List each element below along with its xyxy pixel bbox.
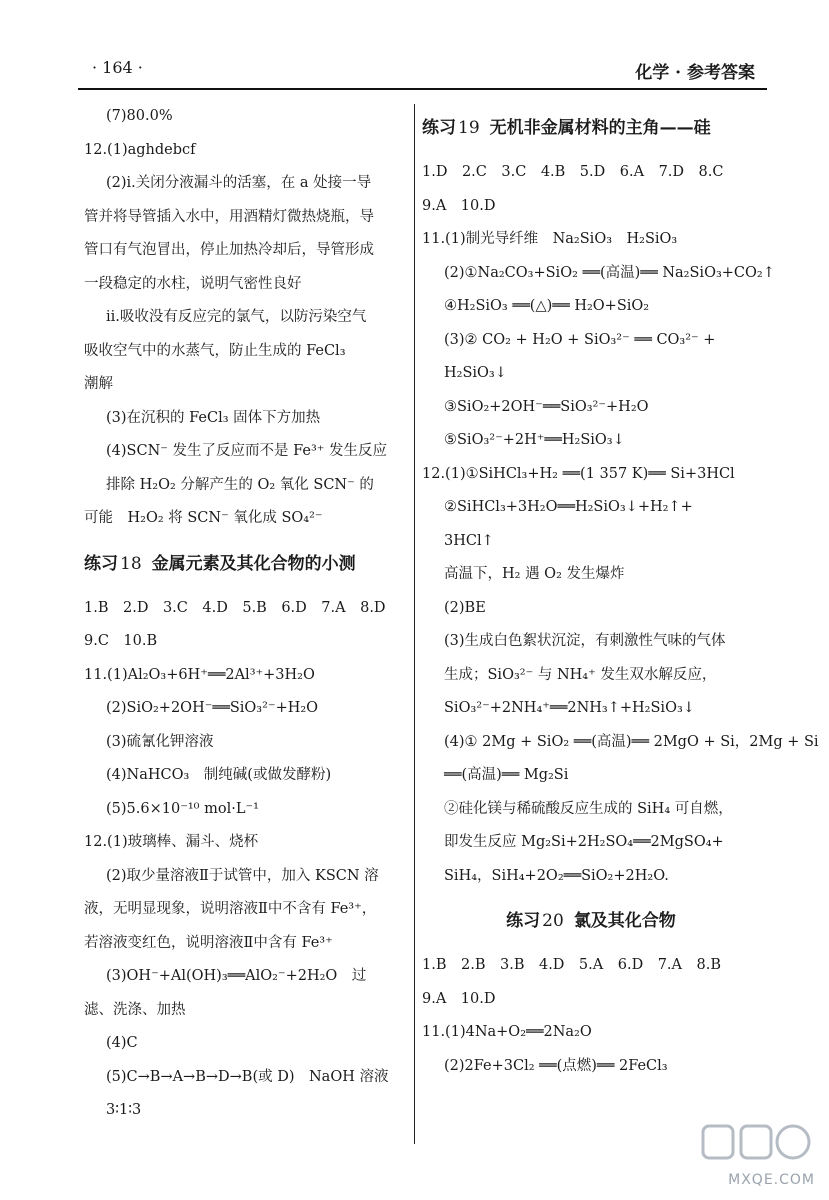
header-rule	[78, 88, 767, 90]
answer-line: (3)生成白色絮状沉淀，有刺激性气味的气体	[444, 633, 726, 649]
page-header	[0, 0, 829, 90]
section-number: 19	[458, 118, 480, 138]
answer-line: SiO₃²⁻+2NH₄⁺══2NH₃↑+H₂SiO₃↓	[444, 700, 695, 716]
answer-line: 排除 H₂O₂ 分解产生的 O₂ 氧化 SCN⁻ 的	[106, 476, 374, 493]
answer-line: (3)在沉积的 FeCl₃ 固体下方加热	[106, 409, 321, 426]
answer-line: ②SiHCl₃+3H₂O══H₂SiO₃↓+H₂↑+	[444, 499, 693, 515]
answer-line: SiH₄，SiH₄+2O₂══SiO₂+2H₂O.	[444, 867, 669, 884]
answer-line: 管口有气泡冒出，停止加热冷却后，导管形成	[84, 242, 374, 258]
answer-line: (7)80.0%	[106, 108, 173, 124]
answer-line: 1.D 2.C 3.C 4.B 5.D 6.A 7.D 8.C	[422, 164, 724, 180]
section-label: 练习	[422, 118, 456, 138]
answer-line: 可能 H₂O₂ 将 SCN⁻ 氧化成 SO₄²⁻	[84, 510, 323, 526]
section-number: 20	[542, 911, 564, 931]
answer-line: ④H₂SiO₃ ══(△)══ H₂O+SiO₂	[444, 298, 650, 314]
left-column	[84, 100, 406, 1128]
answer-line: 管并将导管插入水中，用酒精灯微热烧瓶，导	[84, 208, 374, 225]
answer-line: 11.(1)Al₂O₃+6H⁺══2Al³⁺+3H₂O	[84, 666, 315, 683]
answer-line: (2)BE	[444, 599, 486, 616]
section-heading	[422, 100, 760, 156]
answer-line: 9.A 10.D	[422, 197, 496, 214]
answer-line: 3HCl↑	[444, 532, 494, 549]
column-divider	[414, 104, 415, 1144]
answer-line: 3∶1∶3	[106, 1102, 142, 1118]
answer-line: 吸收空气中的水蒸气，防止生成的 FeCl₃	[84, 342, 346, 359]
section-number: 18	[120, 553, 142, 574]
answer-line: ══(高温)══ Mg₂Si	[444, 767, 569, 783]
answer-line: (3)② CO₂ + H₂O + SiO₃²⁻ ══ CO₃²⁻ +	[444, 331, 716, 348]
answer-line: (2)2Fe+3Cl₂ ══(点燃)══ 2FeCl₃	[444, 1057, 668, 1074]
watermark-text: MXQE.COM	[728, 1172, 815, 1188]
answer-line: 潮解	[84, 376, 113, 392]
watermark-logo-icon	[697, 1118, 817, 1168]
answer-line: ②硅化镁与稀硫酸反应生成的 SiH₄ 可自燃，	[444, 800, 733, 817]
answer-line: 9.C 10.B	[84, 633, 158, 649]
answer-line: 11.(1)4Na+O₂══2Na₂O	[422, 1024, 592, 1040]
answer-line: ⅱ.吸收没有反应完的氯气，以防污染空气	[106, 309, 367, 325]
section-label: 练习	[84, 553, 118, 574]
answer-line: (3)硫氰化钾溶液	[106, 733, 214, 750]
answer-line: (4)① 2Mg + SiO₂ ══(高温)══ 2MgO + Si，2Mg + Si	[444, 733, 819, 750]
answer-line: ⑤SiO₃²⁻+2H⁺══H₂SiO₃↓	[444, 432, 625, 448]
answer-line: (4)NaHCO₃ 制纯碱(或做发酵粉)	[106, 767, 332, 783]
section-name: 金属元素及其化合物的小测	[151, 553, 356, 574]
answer-line: 12.(1)aghdebcf	[84, 141, 196, 158]
answer-line: 生成；SiO₃²⁻ 与 NH₄⁺ 发生双水解反应，	[444, 666, 717, 683]
answer-line: 12.(1)①SiHCl₃+H₂ ══(1 357 K)══ Si+3HCl	[422, 465, 735, 482]
section-heading	[422, 893, 760, 949]
answer-line: (4)SCN⁻ 发生了反应而不是 Fe³⁺ 发生反应	[106, 443, 388, 459]
answer-line: 一段稳定的水柱，说明气密性良好	[84, 275, 302, 292]
answer-line: 11.(1)制光导纤维 Na₂SiO₃ H₂SiO₃	[422, 231, 678, 247]
answer-line: (2)SiO₂+2OH⁻══SiO₃²⁻+H₂O	[106, 700, 319, 716]
page-number: · 164 ·	[92, 58, 143, 77]
section-name: 氯及其化合物	[573, 911, 676, 931]
right-column	[422, 100, 819, 1083]
watermark	[697, 1118, 817, 1190]
answer-line: (5)5.6×10⁻¹⁰ mol·L⁻¹	[106, 800, 259, 817]
answer-line: (2)ⅰ.关闭分液漏斗的活塞，在 a 处接一导	[106, 175, 372, 191]
answer-line: (2)取少量溶液Ⅱ于试管中，加入 KSCN 溶	[106, 867, 379, 884]
answer-line: 1.B 2.B 3.B 4.D 5.A 6.D 7.A 8.B	[422, 957, 721, 973]
answer-line: 即发生反应 Mg₂Si+2H₂SO₄══2MgSO₄+	[444, 834, 724, 850]
answer-line: 9.A 10.D	[422, 990, 496, 1007]
answer-line: H₂SiO₃↓	[444, 365, 507, 381]
answer-line: 12.(1)玻璃棒、漏斗、烧杯	[84, 834, 259, 850]
answer-line: (3)OH⁻+Al(OH)₃══AlO₂⁻+2H₂O 过	[106, 968, 367, 984]
answer-line: ③SiO₂+2OH⁻══SiO₃²⁻+H₂O	[444, 398, 649, 415]
answer-line: 滤、洗涤、加热	[84, 1001, 186, 1018]
answer-line: 1.B 2.D 3.C 4.D 5.B 6.D 7.A 8.D	[84, 599, 386, 616]
section-label: 练习	[506, 911, 541, 931]
answer-line: 高温下，H₂ 遇 O₂ 发生爆炸	[444, 566, 625, 582]
answer-line: 液，无明显现象，说明溶液Ⅱ中不含有 Fe³⁺，	[84, 901, 377, 917]
answer-line: (4)C	[106, 1035, 138, 1051]
answer-line: (5)C→B→A→B→D→B(或 D) NaOH 溶液	[106, 1068, 389, 1085]
section-name: 无机非金属材料的主角——硅	[489, 118, 711, 138]
section-heading	[84, 536, 406, 592]
answer-line: 若溶液变红色，说明溶液Ⅱ中含有 Fe³⁺	[84, 934, 333, 951]
answer-line: (2)①Na₂CO₃+SiO₂ ══(高温)══ Na₂SiO₃+CO₂↑	[444, 264, 775, 281]
running-title: 化学 · 参考答案	[635, 63, 755, 83]
